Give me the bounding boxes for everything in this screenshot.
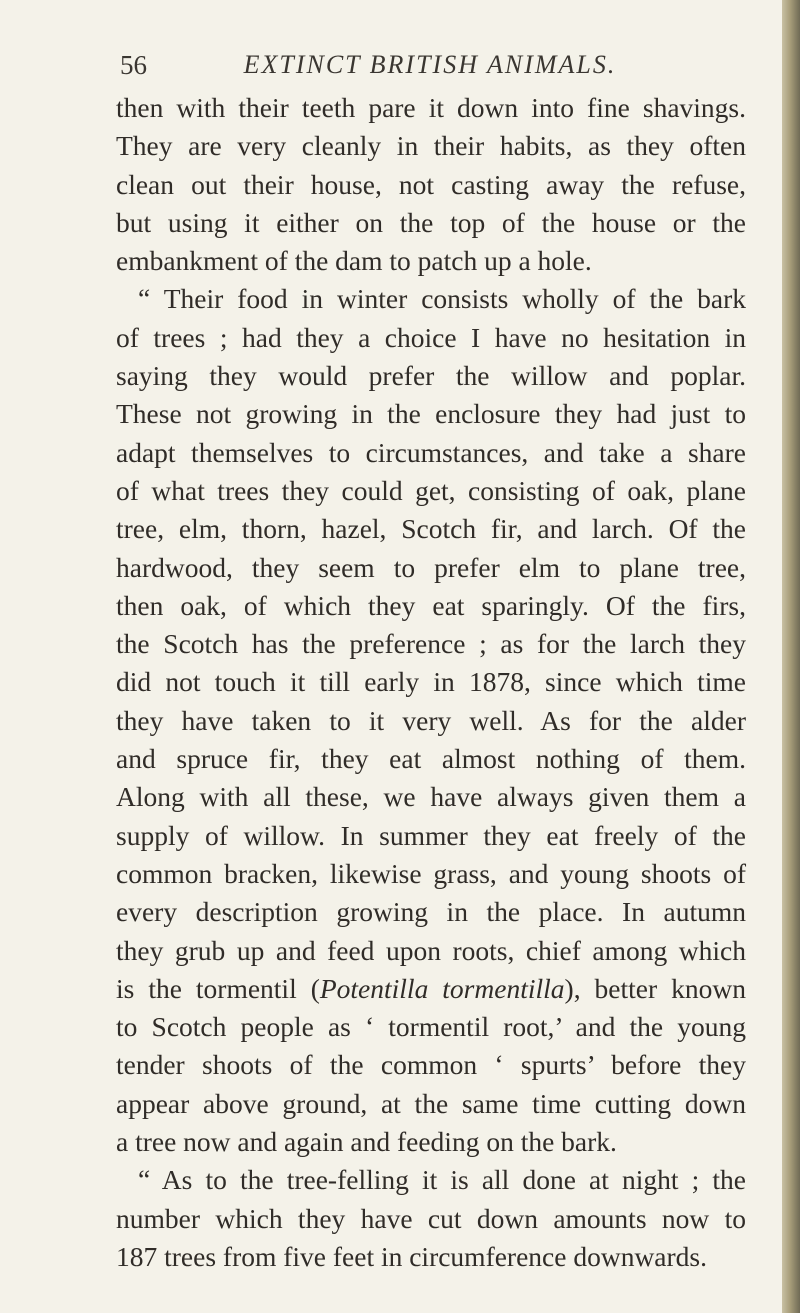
text-line: embankment of the dam to patch up a hole. <box>116 245 592 277</box>
text-line: every description growing in the place. In autumn <box>116 896 746 928</box>
text-line: did not touch it till early in 1878, since which time <box>116 666 746 698</box>
text-line: “ Their food in winter consists wholly of the bark <box>138 283 746 315</box>
text-line: they have taken to it very well. As for the alder <box>116 704 746 736</box>
text-fragment: ), better known <box>564 972 746 1004</box>
text-line: of trees ; had they a choice I have no hesitation in <box>116 321 746 353</box>
text-line-with-italic <box>116 970 746 1008</box>
italic-botanical-name: Potentilla tormentilla <box>319 972 565 1004</box>
text-line: but using it either on the top of the house or the <box>116 206 746 238</box>
text-line: to Scotch people as ‘ tormentil root,’ and the young <box>116 1011 746 1043</box>
text-line: supply of willow. In summer they eat freely of the <box>116 819 746 851</box>
text-line: Along with all these, we have always given them a <box>116 781 746 813</box>
book-spine-edge <box>782 0 800 1313</box>
text-line: saying they would prefer the willow and poplar. <box>116 360 746 392</box>
text-line: tender shoots of the common ‘ spurts’ before they <box>116 1049 746 1081</box>
text-line: clean out their house, not casting away the refuse, <box>116 168 746 200</box>
text-line: common bracken, likewise grass, and young shoots of <box>116 857 746 889</box>
text-line: appear above ground, at the same time cutting down <box>116 1087 746 1119</box>
text-line: number which they have cut down amounts now to <box>116 1202 746 1234</box>
text-line: of what trees they could get, consisting of oak, plane <box>116 474 746 506</box>
text-line: They are very cleanly in their habits, as they often <box>116 130 746 162</box>
text-line: the Scotch has the preference ; as for the larch they <box>116 628 746 660</box>
text-line: adapt themselves to circumstances, and take a share <box>116 436 746 468</box>
running-title: EXTINCT BRITISH ANIMALS. <box>243 50 617 79</box>
text-line: tree, elm, thorn, hazel, Scotch fir, and larch. Of the <box>116 513 746 545</box>
page-number: 56 <box>120 50 147 80</box>
text-line: hardwood, they seem to prefer elm to plane tree, <box>116 551 746 583</box>
text-line: and spruce fir, they eat almost nothing of them. <box>116 743 746 775</box>
text-fragment: is the tormentil ( <box>116 972 320 1004</box>
text-line: a tree now and again and feeding on the bark. <box>116 1126 617 1158</box>
body-text <box>116 89 746 1276</box>
text-line: These not growing in the enclosure they had just to <box>116 398 746 430</box>
text-line: “ As to the tree-felling it is all done at night ; the <box>138 1164 746 1196</box>
text-line: 187 trees from five feet in circumference downwards. <box>116 1240 707 1272</box>
text-line: then oak, of which they eat sparingly. Of the firs, <box>116 589 746 621</box>
text-line: they grub up and feed upon roots, chief among which <box>116 934 746 966</box>
page-header <box>120 50 740 90</box>
text-line: then with their teeth pare it down into fine shavings. <box>116 92 746 123</box>
